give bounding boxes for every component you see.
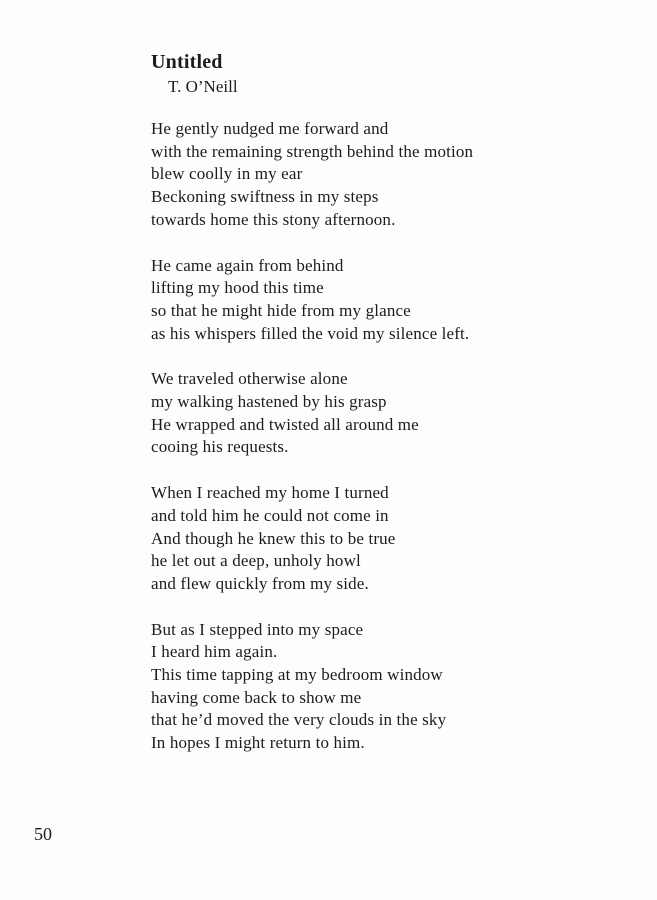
poem-line: Beckoning swiftness in my steps bbox=[151, 187, 379, 207]
poem-line: with the remaining strength behind the motion bbox=[151, 141, 474, 161]
stanza bbox=[151, 118, 631, 232]
poem-line: He gently nudged me forward and bbox=[151, 119, 389, 138]
poem-title: Untitled bbox=[151, 51, 223, 73]
poem-line: my walking hastened by his grasp bbox=[151, 392, 387, 412]
poem-line: towards home this stony afternoon. bbox=[151, 209, 396, 229]
poem-line: so that he might hide from my glance bbox=[151, 300, 411, 320]
poem-line: lifting my hood this time bbox=[151, 278, 324, 298]
poem-line: and flew quickly from my side. bbox=[151, 573, 369, 593]
poem-line: And though he knew this to be true bbox=[151, 528, 396, 548]
poem-line: We traveled otherwise alone bbox=[151, 369, 348, 389]
poem-line: I heard him again. bbox=[151, 642, 278, 662]
poem-line: having come back to show me bbox=[151, 687, 362, 707]
poem-line: He came again from behind bbox=[151, 255, 344, 275]
poem-line: When I reached my home I turned bbox=[151, 483, 389, 503]
poem-line: and told him he could not come in bbox=[151, 505, 389, 525]
poem-author: T. O’Neill bbox=[168, 77, 238, 96]
poem-line: He wrapped and twisted all around me bbox=[151, 414, 419, 434]
poem-line: as his whispers filled the void my silence left. bbox=[151, 323, 470, 343]
poem-line: blew coolly in my ear bbox=[151, 164, 303, 184]
poem-line: he let out a deep, unholy howl bbox=[151, 551, 361, 571]
poem-body bbox=[151, 118, 631, 778]
poem-line: In hopes I might return to him. bbox=[151, 733, 365, 753]
stanza bbox=[151, 482, 631, 596]
poem-line: But as I stepped into my space bbox=[151, 619, 364, 639]
stanza bbox=[151, 255, 631, 346]
poem-line: This time tapping at my bedroom window bbox=[151, 665, 443, 685]
poem-line: that he’d moved the very clouds in the sky bbox=[151, 710, 447, 730]
poem-line: cooing his requests. bbox=[151, 437, 289, 457]
page-number: 50 bbox=[34, 824, 52, 844]
stanza bbox=[151, 619, 631, 755]
stanza bbox=[151, 368, 631, 459]
